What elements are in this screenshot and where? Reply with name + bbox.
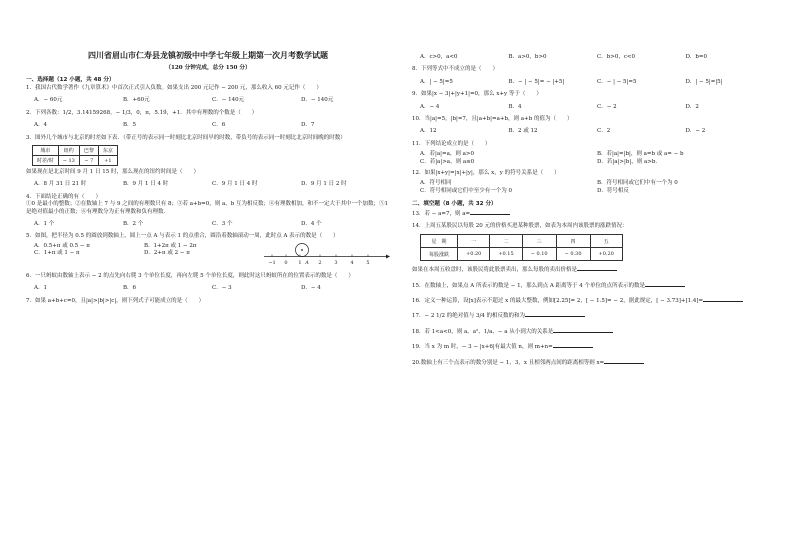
table-header-cell: 二 — [490, 235, 522, 248]
axis-tick-label: −1 — [268, 259, 276, 266]
answer-blank[interactable] — [470, 209, 510, 215]
table-cell: − 13 — [58, 156, 79, 166]
question-1: 1．我国古代数学著作《九章算术》中首次正式引入负数。如果支出 200 元记作 − 200 元，那么收入 60 元记作（ ） — [26, 85, 322, 91]
question-18 — [412, 327, 774, 336]
table-header-cell: 城市 — [33, 146, 59, 156]
question-16 — [412, 296, 774, 305]
table-header-cell: 三 — [522, 235, 556, 248]
question-8-options — [420, 79, 774, 86]
option: A．0.5+π 或 0.5 − π — [34, 242, 90, 249]
option: C．符号相同或它们中至少有一个为 0 — [420, 187, 512, 194]
question-20 — [412, 358, 774, 367]
answer-blank[interactable] — [604, 358, 644, 364]
table-cell: 时差/时 — [33, 156, 59, 166]
option: B．+60元 — [123, 97, 150, 104]
option: B．4 — [508, 103, 522, 110]
question-9: 9．如果|x − 3|+|y+1|=0，那么 x+y 等于（ ） — [412, 91, 542, 98]
option: A．12 — [420, 128, 437, 135]
question-1-options — [34, 97, 390, 104]
option: A．4 — [34, 122, 47, 129]
option: D．2 — [685, 103, 699, 110]
option: B．1+2π 或 1 − 2π — [144, 242, 197, 249]
answer-blank[interactable] — [553, 342, 593, 348]
table-header-cell: 东京 — [98, 146, 117, 156]
option: B．符号相同或它们中有一个为 0 — [597, 180, 678, 187]
table-header-cell: 星 期 — [421, 235, 458, 248]
option: D．b=0 — [685, 54, 708, 60]
option: A．− 60元 — [34, 97, 63, 104]
table-header-cell: 一 — [458, 235, 490, 248]
option: D．| − 5|=|5| — [685, 78, 723, 85]
question-10-options — [420, 128, 774, 135]
axis-tick-label: 0 — [284, 259, 288, 266]
table-header-cell: 五 — [590, 235, 622, 248]
answer-blank[interactable] — [645, 281, 685, 287]
stock-change-table — [420, 234, 623, 261]
question-14: 14．上周五某股民以每股 20 元的价格买进某种股票，如表为本周内该股票的涨跌情况： — [412, 222, 628, 229]
option: C．9 月 1 日 4 时 — [212, 181, 258, 188]
circle-center-dot — [301, 249, 303, 251]
option: A．− 4 — [420, 103, 440, 110]
question-17-text: 17．− 2 1/2 的绝对值与 3/4 的相反数的和为 — [412, 313, 526, 320]
option: B．2 个 — [123, 221, 144, 228]
option: C．− | − 5|=5 — [597, 78, 637, 85]
exam-title: 四川省眉山市仁寿县龙镇初级中中学七年级上期第一次月考数学试题 — [88, 51, 328, 60]
question-5: 5．如图，把半径为 0.5 的圆放到数轴上，圆上一点 A 与表示 1 的点重合，圆沿着数轴滚动一周，此时点 A 表示的数是（ ） — [26, 233, 339, 240]
question-11: 11．下列结论成立的是（ ） — [412, 140, 491, 147]
option: D．9 月 1 日 2 时 — [301, 181, 347, 188]
axis-tick-label: 5 — [366, 259, 370, 266]
table-cell: − 7 — [79, 156, 98, 166]
table-cell: − 0.10 — [522, 248, 556, 261]
option: C．− 3 — [212, 285, 232, 292]
table-cell: +0.15 — [490, 248, 522, 261]
option: B．9 月 1 日 4 时 — [123, 181, 169, 188]
question-2-options — [34, 122, 390, 129]
question-15-text: 15．在数轴上，如果点 A 所表示的数是 − 1，那么到点 A 距离等于 4 个单位的点所表示的数是 — [412, 282, 646, 289]
right-column — [412, 44, 774, 367]
table-cell: − 0.30 — [556, 248, 590, 261]
table-cell: 每股涨跌 — [421, 248, 458, 261]
axis-tick-label: 4 — [350, 259, 354, 266]
option: D．4 个 — [301, 221, 322, 228]
question-15 — [412, 281, 774, 290]
question-17 — [412, 311, 774, 320]
question-9-options — [420, 104, 774, 111]
option: C．6 — [212, 122, 226, 129]
section-choice-heading: 一、选择题（12 小题，共 48 分） — [26, 77, 115, 83]
question-12: 12．如果|x+y|=|x|+|y|，那么 x，y 的符号关系是（ ） — [412, 170, 560, 177]
table-cell: +1 — [98, 156, 117, 166]
option: B．a>0，b>0 — [508, 54, 547, 60]
option: A．8 月 31 日 21 时 — [34, 181, 87, 188]
option: C．− 2 — [597, 103, 617, 110]
question-13-text: 13．若 − a=7，则 a= — [412, 211, 471, 218]
option: D．− 140元 — [301, 97, 334, 104]
option: C．− 140元 — [212, 97, 245, 104]
question-7-options — [420, 54, 774, 61]
option: C．1+π 或 1 − π — [34, 250, 80, 257]
time-difference-table — [32, 145, 118, 166]
option: C．b>0，c<0 — [597, 54, 636, 60]
answer-blank[interactable] — [703, 296, 743, 302]
question-14-body — [412, 265, 774, 274]
table-header-cell: 四 — [556, 235, 590, 248]
question-4-body: ①0 是最小的整数；②在数轴上 7 与 9 之间的有理数只有 8；③若 a+b=0，则 a、b 互为相反数；④有理数相加，和不一定大于其中一个加数；⑤1 是绝对值最小的正数；⑥有理数分为正有理数和负有理数． — [26, 201, 389, 215]
option: B．5 — [123, 122, 137, 129]
option: A．符号相同 — [420, 180, 452, 187]
option: C．3 个 — [212, 221, 233, 228]
question-4-options — [34, 221, 390, 228]
number-line-figure — [262, 237, 390, 267]
point-a-label: A — [305, 259, 309, 266]
question-2: 2．下列各数：1/2，3.14159268，− 1/3，0，π，5.1̇9̇，+1．其中有理数的个数是（ ） — [26, 109, 258, 116]
option: D．− 2 — [685, 128, 706, 135]
question-18-text: 18．若 1<a<0，则 a、a²、1/a、− a 从小到大的关系是 — [412, 328, 554, 335]
option: D．7 — [301, 122, 315, 129]
exam-subtitle: （120 分钟完成，总分 150 分） — [165, 65, 251, 71]
answer-blank[interactable] — [553, 327, 613, 333]
question-4: 4．下面结论正确的有（ ） — [26, 193, 102, 200]
axis-tick-label: 2 — [318, 259, 322, 266]
table-header-cell: 纽约 — [58, 146, 79, 156]
option: B．− | − 5|= − |+5| — [508, 78, 565, 85]
axis-tick-label: 1 — [298, 259, 302, 266]
axis-tick-label: 3 — [334, 259, 338, 266]
option: A．若|a|=a，则 a>0 — [420, 151, 474, 158]
question-12-options — [420, 180, 774, 195]
question-3-body: 如果现在是北京时间 9 月 1 日 15 时，那么现在的纽约时间是（ ） — [26, 169, 199, 176]
option: B．若|a|=|b|，则 a=b 或 a= − b — [597, 151, 684, 158]
option: D．2+π 或 2 − π — [144, 250, 190, 257]
option: D．若|a|>|b|，则 a>b． — [597, 158, 661, 165]
option: C．2 — [597, 128, 611, 135]
option: A．1 个 — [34, 221, 55, 228]
question-19 — [412, 342, 774, 351]
question-7: 7．如果 a+b+c=0，且|a|>|b|>|c|，则下列式子可能成立的是（ ） — [26, 297, 205, 304]
question-20-text: 20.数轴上有三个点表示的数分别是 − 1，3，x 且相邻两点间的距离相等则 x= — [412, 359, 605, 366]
table-cell: +0.20 — [458, 248, 490, 261]
question-13 — [412, 209, 774, 218]
question-6-options — [34, 285, 390, 292]
option: B．2 或 12 — [508, 128, 538, 135]
option: A．c>0，a<0 — [420, 54, 458, 60]
question-6: 6．一只蚂蚁由数轴上表示 − 2 的点先向右爬 3 个单位长度，再向左爬 5 个单位长度，则此时这只蚂蚁所在的位置表示的数是（ ） — [26, 272, 354, 279]
axis-arrow-icon — [386, 254, 390, 258]
option: C．若|a|>a，则 a≤0 — [420, 158, 475, 165]
question-16-text: 16．定义一种运算，设[x]表示不超过 x 的最大整数，例如[2.25]= 2，[ − 1.5]= − 2，据此规定，[ − 3.73]+[1.4]= — [412, 297, 704, 304]
table-header-cell: 巴黎 — [79, 146, 98, 156]
table-cell: +0.20 — [590, 248, 622, 261]
left-column — [26, 50, 390, 305]
question-11-options — [420, 151, 774, 166]
option: A．| − 5|=5 — [420, 78, 453, 85]
answer-blank[interactable] — [577, 265, 617, 271]
question-10: 10．当|a|=5，|b|=7，且|a+b|=a+b，则 a+b 的值为（ ） — [412, 116, 573, 123]
question-5-options — [34, 243, 254, 258]
answer-blank[interactable] — [525, 311, 585, 317]
question-8: 8．下列等式中不成立的是（ ） — [412, 66, 499, 73]
question-19-text: 19．当 x 为 m 时，− 3 − |x+6|有最大值 n，则 m+n= — [412, 344, 553, 351]
question-14-body-text: 如果在本周五收盘时，该股民将此股票卖出，那么每股的卖出价格是 — [412, 267, 578, 274]
section-fill-heading: 二、填空题（8 小题，共 32 分） — [412, 201, 497, 208]
question-5-area — [26, 243, 390, 273]
question-3-options — [34, 181, 390, 188]
option: D．− 4 — [301, 285, 321, 292]
option: A．1 — [34, 285, 47, 292]
option: B．6 — [123, 285, 137, 292]
option: D．符号相反 — [597, 187, 629, 194]
question-3: 3．图外几个城市与北京的时差如下表．（带正号的表示同一时刻比北京时间早的时数，带负号的表示同一时刻比北京时间晚的时数） — [26, 134, 346, 141]
